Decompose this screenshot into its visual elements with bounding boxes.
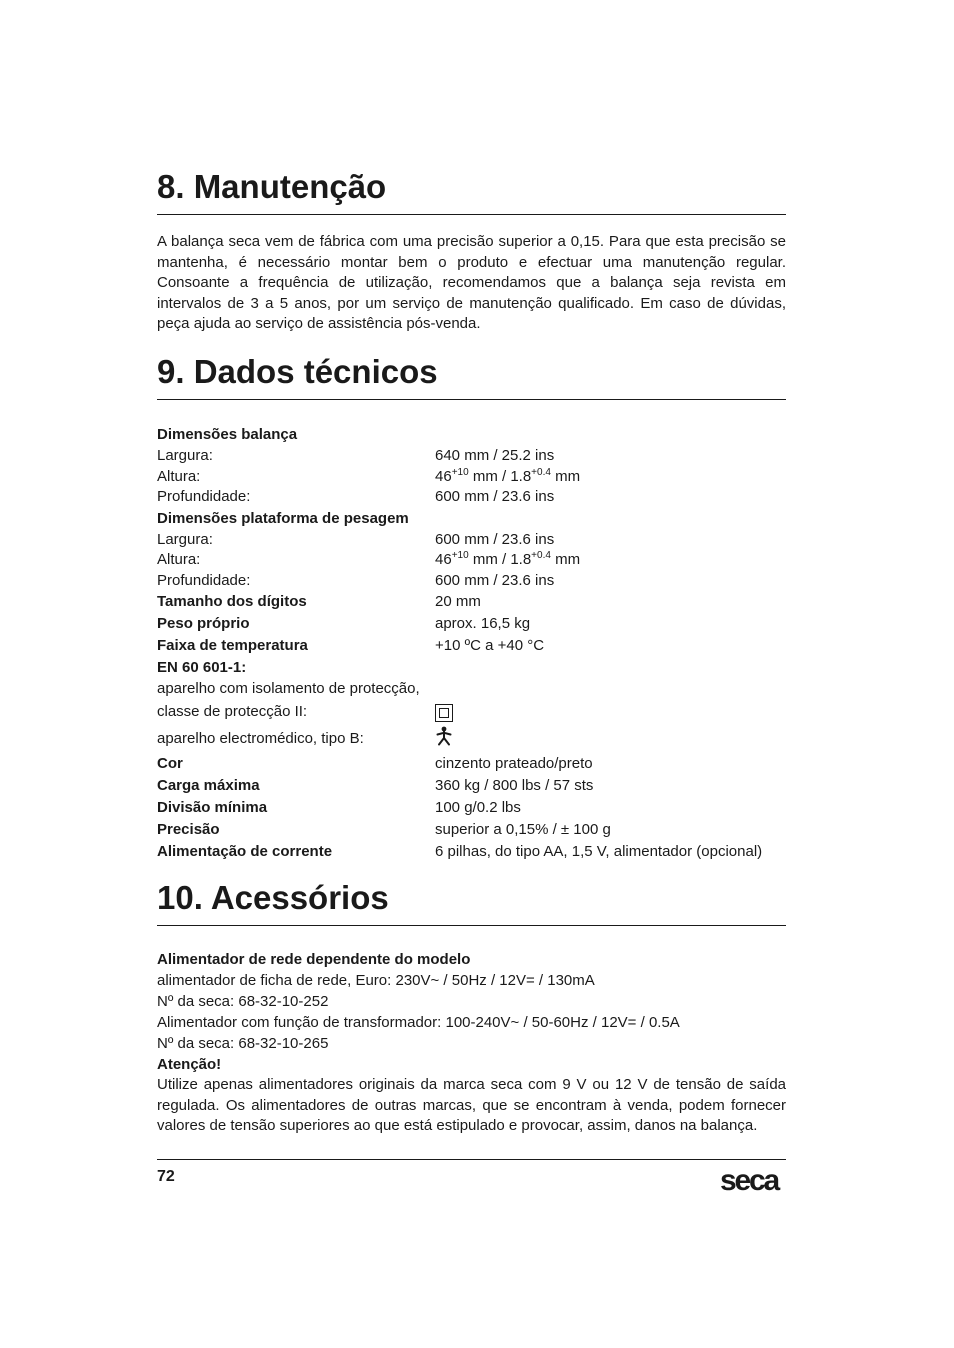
spec-label: Faixa de temperatura	[157, 637, 308, 654]
spec-value: 360 kg / 800 lbs / 57 sts	[435, 776, 594, 794]
spec-label: Tamanho dos dígitos	[157, 593, 307, 610]
spec-label: classe de protecção II:	[157, 702, 308, 720]
spec-value: 600 mm / 23.6 ins	[435, 571, 555, 589]
spec-label: aparelho com isolamento de protecção,	[157, 680, 420, 697]
maintenance-text: A balança seca vem de fábrica com uma precisão superior a 0,15. Para que esta precisão se mantenha, é necessário montar bem o produto e efectuar uma manutenção regular. Consoante a frequência de utilização, recomendamos que a balança seja revista em intervalos de 3 a 5 anos, por um serviço de manutenção qualificado. Em caso de dúvidas, peça ajuda ao serviço de assistência pós-venda.	[157, 233, 786, 332]
section-title-technical-data: 9. Dados técnicos	[157, 353, 786, 400]
svg-text:seca: seca	[720, 1164, 778, 1194]
spec-value: 100 g/0.2 lbs	[435, 798, 521, 816]
accessories-content	[157, 949, 786, 1137]
accessories-heading: Alimentador de rede dependente do modelo	[157, 951, 471, 968]
spec-label: Alimentação de corrente	[157, 842, 333, 860]
platform-dimensions-heading: Dimensões plataforma de pesagem	[157, 509, 409, 527]
spec-label: EN 60 601-1:	[157, 659, 247, 676]
accessory-part-number: Nº da seca: 68-32-10-265	[157, 1035, 329, 1052]
spec-value: 6 pilhas, do tipo AA, 1,5 V, alimentador (opcional)	[435, 842, 763, 860]
spec-label: Cor	[157, 754, 183, 772]
spec-label: Carga máxima	[157, 776, 260, 794]
spec-label: Altura:	[157, 551, 201, 568]
spec-value: aprox. 16,5 kg	[435, 615, 531, 632]
spec-value: $46^{+10}$ mm / $1.8^{+0.4}$ mm	[435, 466, 581, 485]
type-b-applied-part-icon	[435, 726, 453, 746]
spec-label: Profundidade:	[157, 571, 251, 589]
spec-value: +10 ºC a +40 °C	[435, 637, 545, 654]
spec-value: 600 mm / 23.6 ins	[435, 488, 555, 505]
spec-value: 20 mm	[435, 593, 481, 610]
spec-label: Altura:	[157, 467, 201, 485]
accessory-line: Alimentador com função de transformador: 100-240V~ / 50-60Hz / 12V= / 0.5A	[157, 1014, 680, 1031]
accessory-line: alimentador de ficha de rede, Euro: 230V~ / 50Hz / 12V= / 130mA	[157, 972, 595, 989]
specs-table	[157, 424, 786, 863]
spec-label: Largura:	[157, 447, 213, 464]
section-title-accessories: 10. Acessórios	[157, 879, 786, 926]
attention-text: Utilize apenas alimentadores originais da marca seca com 9 V ou 12 V de tensão de saída regulada. Os alimentadores de outras marcas, que se encontram à venda, podem fornecer valores de tensão superiores ao que está estipulado e provocar, assim, danos na balança.	[157, 1076, 786, 1134]
protection-class-ii-icon	[435, 704, 453, 722]
spec-value: 600 mm / 23.6 ins	[435, 530, 555, 548]
spec-value: superior a 0,15% / ± 100 g	[435, 820, 611, 838]
spec-label: Profundidade:	[157, 488, 251, 505]
spec-value: cinzento prateado/preto	[435, 754, 593, 772]
section-title-maintenance: 8. Manutenção	[157, 168, 786, 215]
spec-label: Divisão mínima	[157, 798, 268, 816]
spec-label: aparelho electromédico, tipo B:	[157, 729, 364, 747]
spec-value: 640 mm / 25.2 ins	[435, 447, 555, 464]
page-footer	[157, 1159, 786, 1194]
spec-value: $46^{+10}$ mm / $1.8^{+0.4}$ mm	[435, 550, 581, 568]
spec-label: Precisão	[157, 820, 220, 838]
attention-heading: Atenção!	[157, 1056, 222, 1073]
scale-dimensions-heading: Dimensões balança	[157, 426, 298, 443]
accessory-part-number: Nº da seca: 68-32-10-252	[157, 993, 329, 1010]
page-number: 72	[157, 1168, 175, 1185]
seca-logo	[720, 1164, 786, 1194]
spec-label: Peso próprio	[157, 615, 250, 632]
spec-label: Largura:	[157, 530, 213, 548]
